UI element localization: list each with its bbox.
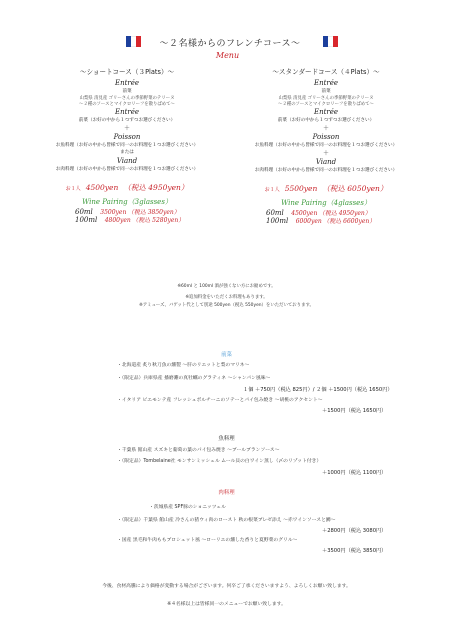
course-price-tax: （税込 6050yen） (322, 184, 388, 193)
entree-desc: 山梨県 清見産 ゴリーさんの季節野菜のテリーヌ (79, 96, 175, 101)
entree-choice: 前菜（お好の中から１つずつお選びください） (78, 118, 176, 123)
poisson-choice: お魚料理（お好の中から皆様で同一のお料理を１つお選びください） (254, 143, 398, 148)
entree-title: 前菜 (321, 89, 331, 94)
menu-item: ・千葉県 館山産 スズキと葡萄の葉のパイ包み焼き 〜ブールブランソース〜 (117, 448, 280, 453)
item-price: ＋1000円（税込 1100円） (322, 470, 387, 476)
viand-choice: お肉料理（お好の中から皆様で同一のお料理を１つお選びください） (254, 168, 398, 173)
entree-label: Entrée (313, 108, 339, 116)
note: ※60ml と 100ml 酒が強くない方にお勧めです。 (177, 284, 276, 289)
menu-item: ・（限定品）兵庫県産 播磨灘の真牡蠣のグラティネ 〜シャンパン風味〜 (117, 376, 271, 381)
menu-item: ・国産 黒毛和牛肉ももブロシェット風 〜ローリエの燻した香りと夏野菜のグリル〜 (117, 538, 298, 543)
poisson-label: Poisson (312, 133, 340, 141)
menu-item: ・北海道産 炙り秋刀魚の燻製 〜肝のリエットと梨のマリネ〜 (117, 363, 250, 368)
entree-label: Entrée (114, 79, 140, 87)
menu-item: ・（限定品）Tombelaine社 モンサンミッシェル ムール貝の白ワイン蒸し（〆のリゾット付き） (117, 459, 322, 464)
wine-row: 60ml 3500yen （税込 3850yen） (75, 208, 180, 216)
course-short (27, 66, 227, 225)
section-title-meat: 肉料理 (218, 490, 235, 496)
viand-label: Viand (315, 158, 337, 166)
entree-label: Entrée (114, 108, 140, 116)
section-title-fish: 魚料理 (218, 436, 235, 442)
menu-item: ・（限定品）千葉県 館山産 冷さんの猪ウィ肉のロースト 秋の根菜ブレゼ添え 〜赤ワインソースと鱒〜 (117, 518, 336, 523)
note: ※アミューズ、バゲット代として別途 500yen（税込 550yen）をいただいております。 (139, 303, 314, 308)
poisson-choice: お魚料理（お好の中から皆様で同一のお料理を１つお選びください） (55, 143, 199, 148)
item-price: ＋3500円（税込 3850円） (322, 548, 387, 554)
entree-title: 前菜 (122, 89, 132, 94)
viand-choice: お肉料理（お好の中から皆様で同一のお料理を１つお選びください） (55, 167, 199, 172)
item-price: ＋1500円（税込 1650円） (322, 408, 387, 414)
viand-label: Viand (116, 157, 138, 165)
note: ※追加料金をいただくお料理もあります。 (185, 295, 268, 300)
course-price-tax: （税込 4950yen） (123, 183, 189, 192)
price-prefix: お１人 (65, 186, 81, 192)
wine-pairing-title: Wine Pairing（3glasses） (82, 198, 172, 206)
plus-sign: ＋ (322, 125, 329, 132)
entree-choice: 前菜（お好の中から１つずつお選びください） (277, 118, 375, 123)
item-price: １個 ＋750円（税込 825円）/ ２個 ＋1500円（税込 1650円） (243, 387, 393, 393)
french-flag-icon (126, 36, 141, 47)
menu-item: ・イタリア ピエモンテ産 フレッシュポルチーニのソテーとパイ包み焼き 〜胡桃のアクセント〜 (117, 398, 323, 403)
wine-pairing-title: Wine Pairing（4glasses） (281, 199, 371, 207)
entree-label: Entrée (313, 79, 339, 87)
entree-desc: 山梨県 清見産 ゴリーさんの季節野菜のテリーヌ (278, 96, 374, 101)
wine-row: 100ml 6000yen （税込 6600yen） (266, 217, 376, 225)
entree-desc: 〜２種のソースとマイクロリーフを散りばめて〜 (278, 101, 374, 107)
course-price: 5500yen (284, 184, 318, 193)
footer-note: ※４名様以上は皆様同一のメニューでお願い致します。 (167, 602, 286, 607)
section-title-entree: 前菜 (221, 352, 232, 358)
menu-label: Menu (215, 51, 240, 60)
course-price: 4500yen (85, 183, 119, 192)
or-text: または (120, 150, 134, 155)
course-name: 〜ショートコース（３Plats）〜 (79, 68, 175, 76)
menu-item: ・茨城県産 SPF豚のショニッツェル (149, 505, 226, 510)
price-prefix: お１人 (264, 187, 280, 193)
entree-desc: 〜２種のソースとマイクロリーフを散りばめて〜 (79, 101, 175, 107)
item-price: ＋2800円（税込 3080円） (322, 528, 387, 534)
french-flag-icon (323, 36, 338, 47)
wine-row: 60ml 4500yen （税込 4950yen） (266, 209, 371, 217)
poisson-label: Poisson (113, 133, 141, 141)
course-standard (226, 66, 426, 226)
footer-note: 今後、食材高騰により価格が変動する場合がございます。何卒ご了承くださいますよう、よろしくお願い致します。 (102, 584, 351, 589)
page-title: 〜２名様からのフレンチコース〜 (159, 39, 301, 49)
wine-row: 100ml 4800yen （税込 5280yen） (75, 216, 185, 224)
plus-sign: ＋ (322, 150, 329, 157)
plus-sign: ＋ (123, 125, 130, 132)
course-name: 〜スタンダードコース（４Plats）〜 (272, 68, 380, 76)
